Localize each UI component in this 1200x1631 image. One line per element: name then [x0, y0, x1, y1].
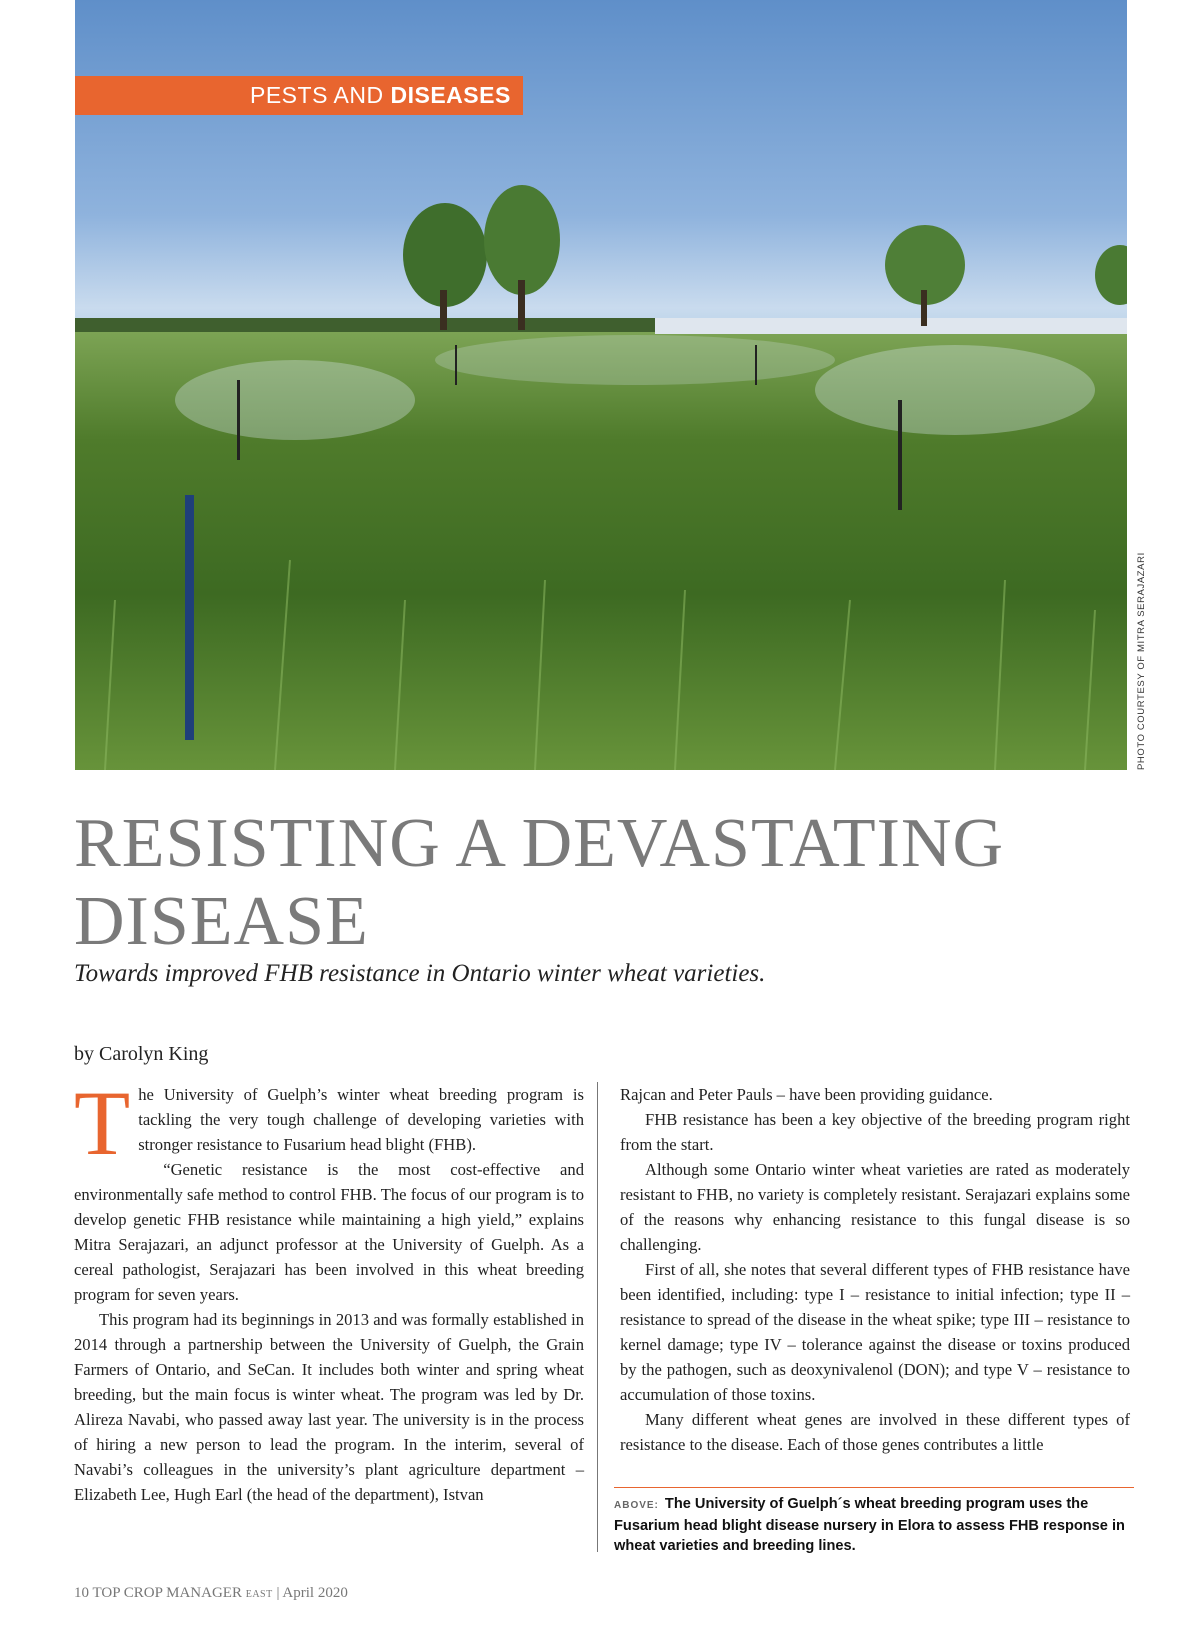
- photo-credit: PHOTO COURTESY OF MITRA SERAJAZARI: [1136, 552, 1147, 770]
- article-deck: Towards improved FHB resistance in Ontario winter wheat varieties.: [74, 960, 766, 987]
- byline: by Carolyn King: [74, 1043, 209, 1065]
- paragraph: FHB resistance has been a key objective of the breeding program right from the start.: [620, 1110, 1130, 1154]
- magazine-edition: EAST: [245, 1589, 273, 1600]
- caption-text: The University of Guelph´s wheat breeding program uses the Fusarium head blight disease nursery in Elora to assess FHB response in wheat varieties and breeding lines.: [614, 1496, 1125, 1554]
- section-prefix: PESTS AND: [250, 82, 384, 108]
- body-column-1: [74, 1072, 584, 1507]
- page-footer: [74, 1585, 348, 1602]
- photo-caption: [614, 1487, 1134, 1556]
- paragraph: First of all, she notes that several different types of FHB resistance have been identified, including: type I – resistance to initial infection; type II – resistance to spread of the disease in the wheat spike; type III – resistance to kernel damage; type IV – tolerance against the disease or toxins produced by the pathogen, such as deoxynivalenol (DON); and type V – resistance to accumulation of those toxins.: [620, 1260, 1130, 1404]
- paragraph: [74, 1072, 584, 1174]
- paragraph: This program had its beginnings in 2013 and was formally established in 2014 through a partnership between the University of Guelph, the Grain Farmers of Ontario, and SeCan. It includes both winter and spring wheat breeding, but the main focus is winter wheat. The program was led by Dr. Alireza Navabi, who passed away last year. The university is in the process of hiring a new person to lead the program. In the interim, several of Navabi’s colleagues in the university’s plant agriculture department – Elizabeth Lee, Hugh Earl (the head of the department), Istvan: [74, 1310, 584, 1504]
- hero-photo: [75, 0, 1127, 770]
- section-emphasis: DISEASES: [390, 82, 511, 108]
- magazine-name: TOP CROP MANAGER: [92, 1585, 242, 1601]
- paragraph-text: he University of Guelph’s winter wheat breeding program is tackling the very tough challenge of developing varieties with stronger resistance to Fusarium head blight (FHB).: [138, 1085, 584, 1154]
- wheat-field-illustration: [75, 0, 1127, 770]
- paragraph: Rajcan and Peter Pauls – have been providing guidance.: [620, 1085, 993, 1104]
- article-title: RESISTING A DEVASTATING DISEASE: [74, 805, 1005, 960]
- drop-cap: T: [74, 1072, 131, 1174]
- caption-label: ABOVE:: [614, 1500, 659, 1511]
- column-divider: [597, 1082, 598, 1552]
- page-number: 10: [74, 1585, 89, 1601]
- issue-date: April 2020: [282, 1585, 348, 1601]
- section-tag: [75, 76, 523, 115]
- paragraph: “Genetic resistance is the most cost-effective and environmentally safe method to control FHB. The focus of our program is to develop genetic FHB resistance while maintaining a high yield,” explains Mitra Serajazari, an adjunct professor at the University of Guelph. As a cereal pathologist, Serajazari has been involved in this wheat breeding program for seven years.: [74, 1160, 584, 1304]
- body-column-2: [620, 1082, 1130, 1457]
- paragraph: Many different wheat genes are involved in these different types of resistance to the disease. Each of those genes contributes a little: [620, 1410, 1130, 1454]
- paragraph: Although some Ontario winter wheat varieties are rated as moderately resistant to FHB, no variety is completely resistant. Serajazari explains some of the reasons why enhancing resistance to this fungal disease is so challenging.: [620, 1160, 1130, 1254]
- footer-separator: |: [276, 1585, 280, 1601]
